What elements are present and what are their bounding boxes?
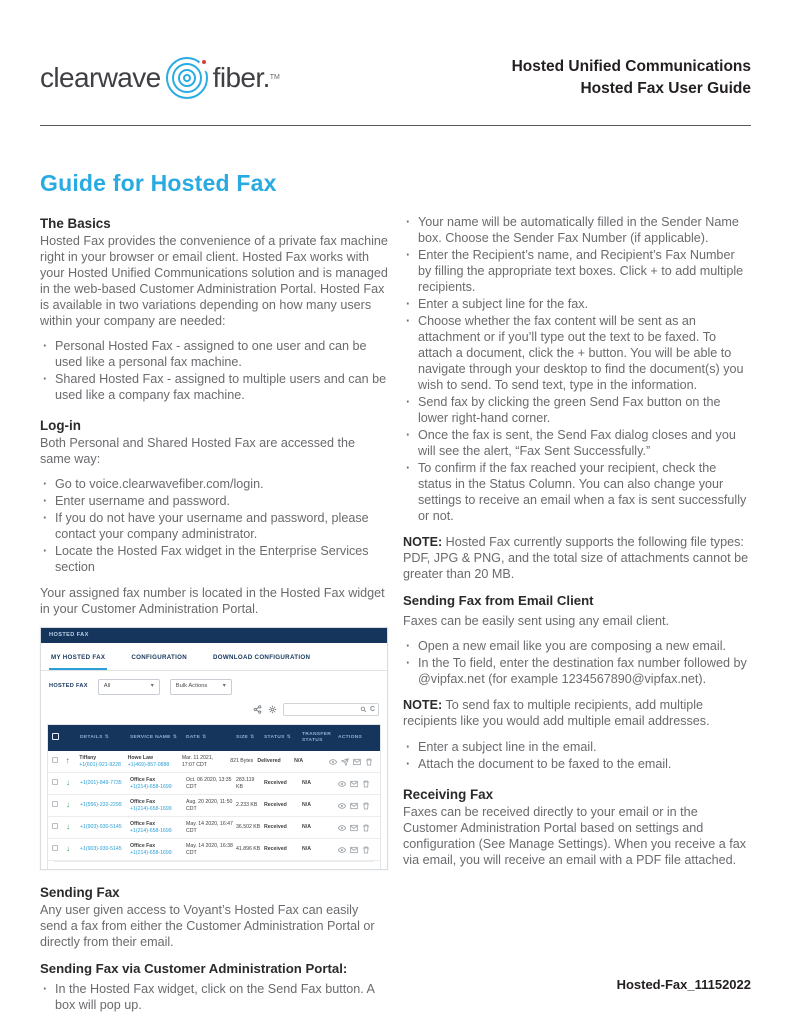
bullet-item: · Your name will be automatically filled in the Sender Name box. Choose the Sender Fax Number (if applicable). [403,215,751,247]
fax-direction-icon [66,778,70,787]
service-number[interactable]: +1(214)-658-1699 [130,805,172,812]
note-label: NOTE: [403,535,443,550]
service-number[interactable]: +1(214)-658-1699 [130,783,172,790]
bullet-item: · In the To field, enter the destination fax number followed by @vipfax.net (for example 1234567890@vipfax.net). [403,656,751,688]
share-icon[interactable] [253,705,262,714]
bullet-item: · Once the fax is sent, the Send Fax dialog closes and you will see the alert, “Fax Sent Successfully.” [403,428,751,460]
fax-filter-select[interactable]: All ▾ [98,679,160,695]
view-icon[interactable] [338,824,346,832]
column-header: STATUS⇅ [264,734,302,741]
gear-icon[interactable] [268,705,277,714]
sending-paragraph: Any user given access to Voyant’s Hosted Fax can easily send a fax from either the Customer Administration Portal or directly from their email. [40,903,375,949]
fax-direction-icon [66,800,70,809]
receiving-paragraph: Faxes can be received directly to your email or in the Customer Administration Portal based on settings and configuration (See Manage Settings). When you receive a fax via email, you will receive an email with a PDF file attached. [403,804,747,867]
chevron-down-icon: ▾ [222,682,226,689]
service-number[interactable]: +1(214)-658-1699 [130,827,172,834]
clearwave-fiber-logo [40,57,280,99]
fax-direction-icon [66,756,70,765]
email-bullet-list-2 [403,740,751,773]
trash-icon[interactable] [362,780,370,788]
sort-icon[interactable] [105,734,110,740]
fax-size: 36.502 KB [236,824,261,831]
bullet-item: · Locate the Hosted Fax widget in the Enterprise Services section [40,544,388,576]
service-name: Office Fax [130,777,156,784]
transfer-status-value: N/A [294,758,304,765]
sort-icon[interactable] [173,734,178,740]
row-checkbox[interactable] [52,757,58,763]
row-checkbox[interactable] [52,845,58,851]
email-icon[interactable] [350,846,358,854]
sender-name: Tiffany [79,755,97,762]
fax-date: Oct. 06 2020, 13:35 CDT [186,777,232,790]
sending-bullet-list [40,982,388,1014]
bullet-item: · Go to voice.clearwavefiber.com/login. [40,477,388,493]
resend-icon[interactable] [341,758,349,766]
widget-tab[interactable]: DOWNLOAD CONFIGURATION [213,654,311,662]
column-header: DATE ⇅ [186,734,236,741]
widget-search-box [283,703,379,716]
bullet-item: · Send fax by clicking the green Send Fax button on the lower right-hand corner. [403,395,751,427]
fax-table [47,724,381,869]
basics-paragraph: Hosted Fax provides the convenience of a private fax machine right in your browser or email client. Hosted Fax works with your Hosted Unified Communications solution and is managed in the web-based Customer Administration Portal. Hosted Fax is available in two variations depending on how many users within your company are needed: [40,234,388,329]
row-checkbox[interactable] [52,823,58,829]
view-icon[interactable] [338,780,346,788]
heading-sending-via-portal: Sending Fax via Customer Administration Portal: [40,960,348,976]
fax-size: 2.233 KB [236,802,258,809]
fax-size: 283.119 KB [236,777,255,790]
logo-word-clearwave: clearwave [40,61,161,93]
service-name: Office Fax [130,799,156,806]
status-value: Received [264,802,287,809]
table-row[interactable] [48,795,380,817]
search-icon[interactable] [360,706,367,713]
left-column [40,215,388,1023]
bullet-item: · Attach the document to be faxed to the email. [403,757,751,773]
bullet-item: · Enter username and password. [40,494,388,510]
email-icon[interactable] [350,780,358,788]
heading-the-basics: The Basics [40,216,111,232]
sender-number[interactable]: +1(903)-930-5145 [80,846,122,853]
bullet-item: · Personal Hosted Fax - assigned to one user and can be used like a personal fax machine. [40,339,388,371]
bullet-item: · Open a new email like you are composing a new email. [403,639,751,655]
widget-tab[interactable]: CONFIGURATION [131,654,188,662]
transfer-status-value: N/A [302,846,311,853]
sort-icon[interactable] [250,734,255,740]
widget-tab[interactable]: MY HOSTED FAX [49,652,107,670]
note-label: NOTE: [403,697,443,712]
transfer-status-value: N/A [302,780,311,787]
status-value: Received [264,846,287,853]
service-name: Howe Law [127,755,154,762]
clipped-table-row [54,861,374,869]
chevron-down-icon: ▾ [150,682,154,689]
note-file-types: NOTE: Hosted Fax currently supports the following file types: PDF, JPG & PNG, and the total size of attachments cannot be greater than 20 MB. [403,535,749,582]
transfer-status-value: N/A [302,824,311,831]
view-icon[interactable] [338,802,346,810]
header-line-1: Hosted Unified Communications [511,58,751,75]
bullet-item: · If you do not have your username and password, please contact your company administrator. [40,511,388,543]
bullet-item: · To confirm if the fax reached your recipient, check the status in the Status Column. You can also change your settings to receive an email when a fax is sent successfully or not. [403,461,751,525]
service-number[interactable]: +1(214)-658-1699 [130,849,172,856]
column-header: ACTIONS [338,734,363,740]
column-header: SERVICE NAME ⇅ [130,734,186,741]
bullet-item: · In the Hosted Fax widget, click on the Send Fax button. A box will pop up. [40,982,388,1014]
fax-number-paragraph: Your assigned fax number is located in the Hosted Fax widget in your Customer Administration Portal. [40,586,385,617]
widget-title-bar: HOSTED FAX [41,628,387,643]
email-bullet-list [403,639,751,688]
table-row[interactable] [48,773,380,795]
heading-sending-fax: Sending Fax [40,885,120,901]
page-title: Guide for Hosted Fax [40,170,277,197]
trash-icon[interactable] [365,758,373,766]
sender-number[interactable]: +1(556)-232-2299 [80,802,122,809]
email-icon[interactable] [353,758,361,766]
trash-icon[interactable] [362,802,370,810]
send-steps-bullet-list [403,215,751,525]
sort-icon[interactable] [202,734,207,740]
table-row[interactable] [48,839,380,861]
column-header: TRANSFER STATUS [302,731,332,743]
view-icon[interactable] [338,846,346,854]
fax-date: Aug. 20 2020, 11:50 CDT [186,799,233,812]
heading-receiving-fax: Receiving Fax [403,786,494,802]
search-input[interactable] [287,704,357,714]
bullet-item: · Choose whether the fax content will be sent as an attachment or if you’ll type out the text to be faxed. To attach a document, click the + button. You will be able to navigate through your desktop to find the document(s) you wish to send. To send text, type in the information. [403,314,751,394]
widget-tabs [41,643,387,671]
fax-date: May. 14 2020, 16:47 CDT [186,821,233,834]
trademark-symbol: TM [269,74,280,82]
transfer-status-value: N/A [302,802,311,809]
heading-log-in: Log-in [40,418,81,434]
service-name: Office Fax [130,843,156,850]
header-line-2: Hosted Fax User Guide [580,79,751,97]
clearwave-circle-icon [166,57,208,99]
bulk-actions-select[interactable]: Bulk Actions ▾ [170,679,232,695]
note-multiple-recipients: NOTE: To send fax to multiple recipients, add multiple recipients like you would add multiple email addresses. [403,697,710,728]
fax-table-header [48,725,380,751]
sender-number[interactable]: +1(601)-921-9228 [79,761,121,768]
bullet-item: · Shared Hosted Fax - assigned to multiple users and can be used like a company fax machine. [40,372,388,404]
select-all-checkbox[interactable] [52,733,59,740]
table-row[interactable] [48,817,380,839]
trash-icon[interactable] [362,846,370,854]
column-header: DETAILS ⇅ [80,734,130,741]
row-checkbox[interactable] [52,779,58,785]
fax-date: May. 14 2020, 16:38 CDT [186,843,233,856]
status-value: Received [264,780,287,787]
basics-bullet-list [40,339,388,404]
column-header: SIZE ⇅ [236,734,264,741]
fax-direction-icon [66,822,70,831]
status-value: Delivered [257,758,281,765]
view-icon[interactable] [329,758,337,766]
fax-size: 821 Bytes [230,758,254,765]
row-checkbox[interactable] [52,801,58,807]
bullet-item: · Enter the Recipient’s name, and Recipient’s Fax Number by filling the appropriate text boxes. Click + to add multiple recipients. [403,248,751,296]
fax-direction-icon [66,844,70,853]
header-divider [40,125,751,126]
email-icon[interactable] [350,824,358,832]
hosted-fax-portal-screenshot [40,627,388,870]
bullet-item: · Enter a subject line for the fax. [403,297,751,313]
login-bullet-list [40,477,388,576]
logo-word-fiber: fiber. [212,61,270,93]
fax-table-body [48,751,380,861]
status-value: Received [264,824,287,831]
service-number[interactable]: +1(469)-857-0888 [127,761,170,768]
masthead [40,56,751,99]
sender-number[interactable]: +1(903)-930-5145 [80,824,122,831]
sort-icon[interactable] [287,734,292,740]
right-column [403,215,751,1023]
heading-sending-from-email: Sending Fax from Email Client [403,593,594,609]
login-paragraph: Both Personal and Shared Hosted Fax are accessed the same way: [40,436,356,467]
refresh-icon[interactable]: C [369,705,375,713]
hosted-fax-filter-label: HOSTED FAX [49,683,88,690]
fax-date: Mar. 11 2021, 17:07 CDT [181,755,214,768]
service-name: Office Fax [130,821,156,828]
email-icon[interactable] [350,802,358,810]
table-row[interactable] [48,751,380,773]
bullet-item: · Enter a subject line in the email. [403,740,751,756]
trash-icon[interactable] [362,824,370,832]
sender-number[interactable]: +1(201)-849-7735 [80,780,122,787]
document-header [512,56,751,99]
document-footer: Hosted-Fax_11152022 [616,977,751,992]
fax-size: 41.896 KB [236,846,261,853]
email-paragraph: Faxes can be easily sent using any email client. [403,613,670,628]
